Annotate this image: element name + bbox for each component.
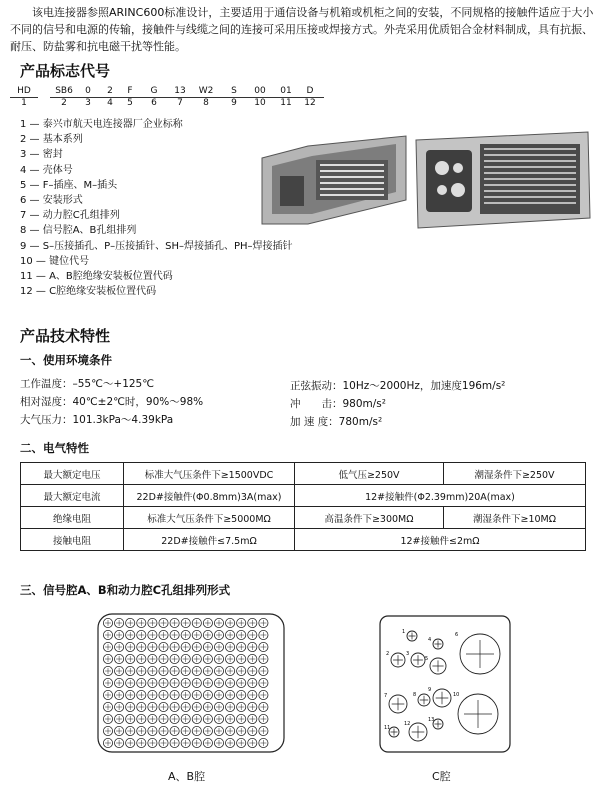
contact-hole bbox=[159, 702, 168, 711]
contact-hole bbox=[237, 702, 246, 711]
contact-hole bbox=[181, 738, 190, 747]
table-cell: 22D#接触件≤7.5mΩ bbox=[124, 529, 295, 551]
contact-hole bbox=[237, 666, 246, 675]
code-number: 2 bbox=[61, 98, 67, 108]
code-number: 4 bbox=[107, 98, 113, 108]
c-cavity-diagram bbox=[378, 614, 512, 754]
contact-hole bbox=[126, 678, 135, 687]
contact-hole bbox=[192, 666, 201, 675]
contact-hole bbox=[226, 654, 235, 663]
contact-hole bbox=[203, 642, 212, 651]
contact-hole bbox=[192, 630, 201, 639]
contact-hole bbox=[126, 654, 135, 663]
contact-hole bbox=[259, 678, 268, 687]
contact-hole bbox=[148, 666, 157, 675]
contact-hole bbox=[159, 738, 168, 747]
contact-hole bbox=[148, 714, 157, 723]
contact-hole bbox=[181, 654, 190, 663]
power-contact bbox=[428, 637, 443, 649]
code-part: 2 bbox=[96, 86, 124, 98]
contact-label: 4 bbox=[428, 637, 432, 643]
contact-hole bbox=[137, 666, 146, 675]
contact-hole bbox=[170, 666, 179, 675]
contact-label: 2 bbox=[386, 651, 390, 657]
contact-hole bbox=[248, 738, 257, 747]
table-cell: 22D#接触件(Φ0.8mm)3A(max) bbox=[124, 485, 295, 507]
contact-hole bbox=[259, 726, 268, 735]
code-number: 3 bbox=[85, 98, 91, 108]
legend-item: 12 — C腔绝缘安装板位置代码 bbox=[20, 286, 157, 298]
contact-hole bbox=[226, 678, 235, 687]
power-contact bbox=[455, 632, 500, 674]
code-legend bbox=[20, 117, 293, 299]
contact-hole bbox=[237, 738, 246, 747]
c-cavity-outline bbox=[380, 616, 510, 752]
contact-hole bbox=[226, 738, 235, 747]
legend-item: 4 — 壳体号 bbox=[20, 164, 73, 176]
contact-hole bbox=[192, 702, 201, 711]
table-cell: 低气压≥250V bbox=[295, 463, 444, 485]
contact-hole bbox=[148, 642, 157, 651]
contact-hole bbox=[103, 642, 112, 651]
contact-hole bbox=[170, 738, 179, 747]
contact-hole bbox=[203, 618, 212, 627]
contact-hole bbox=[126, 690, 135, 699]
contact-hole bbox=[237, 630, 246, 639]
contact-hole bbox=[248, 678, 257, 687]
contact-hole bbox=[248, 714, 257, 723]
contact-hole bbox=[159, 726, 168, 735]
table-cell: 高温条件下≥300MΩ bbox=[295, 507, 444, 529]
contact-hole bbox=[248, 630, 257, 639]
contact-hole bbox=[115, 618, 124, 627]
table-cell: 标准大气压条件下≥5000MΩ bbox=[124, 507, 295, 529]
section-title-tech: 产品技术特性 bbox=[20, 327, 111, 345]
contact-hole bbox=[137, 618, 146, 627]
table-cell: 标准大气压条件下≥1500VDC bbox=[124, 463, 295, 485]
power-contact bbox=[384, 693, 407, 713]
contact-hole bbox=[214, 726, 223, 735]
contact-hole bbox=[137, 702, 146, 711]
contact-hole bbox=[237, 678, 246, 687]
contact-hole bbox=[237, 726, 246, 735]
env-left bbox=[20, 375, 203, 429]
code-number: 12 bbox=[304, 98, 316, 108]
contact-hole bbox=[259, 666, 268, 675]
table-row bbox=[21, 529, 586, 551]
contact-hole bbox=[159, 618, 168, 627]
contact-hole bbox=[237, 618, 246, 627]
contact-hole bbox=[170, 702, 179, 711]
contact-hole bbox=[259, 618, 268, 627]
contact-hole bbox=[203, 678, 212, 687]
code-part: S bbox=[220, 86, 248, 98]
table-cell: 最大额定电压 bbox=[21, 463, 124, 485]
contact-hole bbox=[137, 678, 146, 687]
code-part: D bbox=[296, 86, 324, 98]
legend-item: 1 — 泰兴市航天电连接器厂企业标称 bbox=[20, 119, 183, 130]
contact-hole bbox=[126, 726, 135, 735]
contact-hole bbox=[248, 654, 257, 663]
contact-hole bbox=[181, 630, 190, 639]
contact-hole bbox=[237, 690, 246, 699]
contact-hole bbox=[148, 726, 157, 735]
contact-hole bbox=[126, 618, 135, 627]
code-part: 00 bbox=[246, 86, 274, 98]
elec-title: 二、电气特性 bbox=[20, 441, 89, 455]
contact-hole bbox=[137, 642, 146, 651]
code-part: G bbox=[140, 86, 168, 98]
contact-hole bbox=[137, 726, 146, 735]
power-contact bbox=[425, 656, 446, 674]
table-row bbox=[21, 485, 586, 507]
contact-hole bbox=[103, 678, 112, 687]
code-part: SB6 bbox=[50, 86, 78, 98]
legend-item: 9 — S–压接插孔、P–压接插针、SH–焊接插孔、PH–焊接插针 bbox=[20, 240, 293, 252]
contact-label: 6 bbox=[455, 632, 459, 638]
contact-hole bbox=[181, 618, 190, 627]
power-contact bbox=[428, 717, 443, 729]
intro-paragraph: 该电连接器参照ARINC600标准设计，主要适用于通信设备与机箱或机柜之间的安装，不同规格的接触件适应于大小不同的信号和电源的传输，接触件与线缆之间的连接可采用压接或焊接方式。外壳采用优质铝合金材料制成，具有抗振、耐压、防盐雾和抗电磁干扰等性能。 bbox=[10, 6, 594, 53]
contact-hole bbox=[259, 738, 268, 747]
caption-ab: A、B腔 bbox=[168, 770, 206, 783]
connector-socket-image bbox=[416, 132, 590, 228]
legend-item: 10 — 键位代号 bbox=[20, 255, 90, 267]
contact-hole bbox=[192, 642, 201, 651]
contact-hole bbox=[214, 642, 223, 651]
contact-label: 3 bbox=[406, 651, 410, 657]
contact-label: 9 bbox=[428, 687, 432, 693]
contact-hole bbox=[248, 642, 257, 651]
contact-hole bbox=[103, 690, 112, 699]
contact-hole bbox=[203, 666, 212, 675]
contact-hole bbox=[237, 654, 246, 663]
contact-hole bbox=[248, 726, 257, 735]
contact-hole bbox=[137, 738, 146, 747]
contact-hole bbox=[170, 678, 179, 687]
contact-hole bbox=[103, 726, 112, 735]
caption-c: C腔 bbox=[432, 770, 451, 783]
contact-hole bbox=[115, 654, 124, 663]
contact-hole bbox=[214, 702, 223, 711]
power-contact bbox=[384, 725, 399, 737]
contact-hole bbox=[103, 618, 112, 627]
contact-hole bbox=[214, 714, 223, 723]
contact-hole bbox=[192, 714, 201, 723]
table-cell: 最大额定电流 bbox=[21, 485, 124, 507]
env-item: 相对湿度：40℃±2℃时，90%～98% bbox=[20, 396, 204, 408]
code-number: 7 bbox=[177, 98, 183, 108]
legend-item: 3 — 密封 bbox=[20, 149, 63, 161]
layout-title: 三、信号腔A、B和动力腔C孔组排列形式 bbox=[20, 583, 231, 597]
contact-label: 10 bbox=[453, 692, 460, 698]
contact-hole bbox=[159, 666, 168, 675]
contact-hole bbox=[126, 702, 135, 711]
env-right bbox=[290, 377, 505, 431]
contact-hole bbox=[159, 654, 168, 663]
power-contact bbox=[413, 692, 430, 706]
env-title: 一、使用环境条件 bbox=[20, 353, 112, 367]
env-item: 正弦振动：10Hz～2000Hz，加速度196m/s² bbox=[290, 380, 506, 392]
table-cell: 绝缘电阻 bbox=[21, 507, 124, 529]
contact-hole bbox=[103, 738, 112, 747]
power-contact bbox=[386, 651, 405, 667]
contact-hole bbox=[203, 630, 212, 639]
contact-hole bbox=[148, 654, 157, 663]
power-contact bbox=[428, 687, 451, 707]
contact-label: 1 bbox=[402, 629, 406, 635]
contact-hole bbox=[148, 678, 157, 687]
contact-hole bbox=[226, 726, 235, 735]
table-cell: 接触电阻 bbox=[21, 529, 124, 551]
code-number: 1 bbox=[21, 98, 27, 108]
contact-hole bbox=[103, 666, 112, 675]
contact-hole bbox=[203, 654, 212, 663]
contact-hole bbox=[159, 630, 168, 639]
contact-hole bbox=[115, 702, 124, 711]
contact-hole bbox=[115, 666, 124, 675]
contact-label: 12 bbox=[404, 721, 411, 727]
env-item: 冲 击：980m/s² bbox=[290, 398, 386, 410]
table-row bbox=[21, 507, 586, 529]
contact-hole bbox=[248, 618, 257, 627]
contact-hole bbox=[159, 714, 168, 723]
contact-hole bbox=[170, 714, 179, 723]
power-contact bbox=[453, 692, 498, 734]
contact-hole bbox=[226, 642, 235, 651]
contact-hole bbox=[115, 714, 124, 723]
contact-hole bbox=[137, 654, 146, 663]
table-cell: 潮湿条件下≥250V bbox=[444, 463, 586, 485]
table-cell: 12#接触件≤2mΩ bbox=[295, 529, 586, 551]
contact-hole bbox=[214, 630, 223, 639]
contact-hole bbox=[248, 690, 257, 699]
contact-hole bbox=[148, 702, 157, 711]
legend-item: 6 — 安装形式 bbox=[20, 195, 83, 207]
contact-hole bbox=[159, 690, 168, 699]
code-number: 11 bbox=[280, 98, 292, 108]
env-item: 工作温度：–55℃～+125℃ bbox=[20, 378, 155, 390]
ab-cavity-diagram bbox=[96, 612, 286, 754]
contact-label: 5 bbox=[425, 656, 429, 662]
contact-hole bbox=[214, 654, 223, 663]
env-item: 大气压力：101.3kPa～4.39kPa bbox=[20, 414, 174, 426]
contact-hole bbox=[126, 738, 135, 747]
power-contact bbox=[404, 721, 427, 741]
power-contact bbox=[406, 651, 425, 667]
contact-hole bbox=[115, 726, 124, 735]
legend-item: 11 — A、B腔绝缘安装板位置代码 bbox=[20, 271, 173, 283]
contact-hole bbox=[137, 630, 146, 639]
contact-hole bbox=[103, 714, 112, 723]
contact-hole bbox=[115, 690, 124, 699]
legend-item: 7 — 动力腔C孔组排列 bbox=[20, 210, 120, 222]
env-item: 加 速 度：780m/s² bbox=[290, 416, 383, 428]
legend-item: 8 — 信号腔A、B孔组排列 bbox=[20, 225, 137, 237]
section-title-code: 产品标志代号 bbox=[20, 62, 111, 80]
connector-photo bbox=[256, 128, 596, 236]
contact-label: 8 bbox=[413, 692, 417, 698]
table-cell: 12#接触件(Φ2.39mm)20A(max) bbox=[295, 485, 586, 507]
code-number: 8 bbox=[203, 98, 209, 108]
contact-hole bbox=[203, 714, 212, 723]
contact-hole bbox=[170, 642, 179, 651]
contact-hole bbox=[203, 738, 212, 747]
legend-item: 2 — 基本系列 bbox=[20, 134, 83, 146]
code-part: HD bbox=[10, 86, 38, 98]
contact-hole bbox=[259, 714, 268, 723]
contact-hole bbox=[126, 642, 135, 651]
contact-label: 13 bbox=[428, 717, 435, 723]
contact-hole bbox=[181, 642, 190, 651]
contact-hole bbox=[226, 666, 235, 675]
contact-hole bbox=[115, 630, 124, 639]
contact-hole bbox=[148, 738, 157, 747]
contact-hole bbox=[226, 714, 235, 723]
contact-hole bbox=[237, 642, 246, 651]
contact-hole bbox=[192, 678, 201, 687]
contact-hole bbox=[159, 642, 168, 651]
code-part: F bbox=[116, 86, 144, 98]
contact-hole bbox=[226, 630, 235, 639]
contact-hole bbox=[103, 630, 112, 639]
legend-item: 5 — F–插座、M–插头 bbox=[20, 179, 118, 191]
contact-hole bbox=[192, 618, 201, 627]
contact-label: 7 bbox=[384, 693, 388, 699]
connector-plug-image bbox=[262, 136, 406, 224]
contact-hole bbox=[214, 678, 223, 687]
contact-label: 11 bbox=[384, 725, 391, 731]
contact-hole bbox=[192, 654, 201, 663]
contact-hole bbox=[237, 714, 246, 723]
code-number: 6 bbox=[151, 98, 157, 108]
contact-hole bbox=[181, 714, 190, 723]
contact-hole bbox=[226, 702, 235, 711]
contact-hole bbox=[214, 618, 223, 627]
code-part: W2 bbox=[192, 86, 220, 98]
contact-hole bbox=[203, 690, 212, 699]
contact-hole bbox=[259, 642, 268, 651]
contact-hole bbox=[248, 702, 257, 711]
contact-hole bbox=[170, 654, 179, 663]
table-cell: 潮湿条件下≥10MΩ bbox=[444, 507, 586, 529]
contact-hole bbox=[159, 678, 168, 687]
contact-hole bbox=[148, 618, 157, 627]
spec-table bbox=[20, 462, 586, 551]
code-number: 5 bbox=[127, 98, 133, 108]
contact-hole bbox=[192, 738, 201, 747]
contact-hole bbox=[115, 738, 124, 747]
code-number: 10 bbox=[254, 98, 266, 108]
contact-hole bbox=[137, 690, 146, 699]
contact-hole bbox=[226, 690, 235, 699]
contact-hole bbox=[248, 666, 257, 675]
contact-hole bbox=[214, 690, 223, 699]
contact-hole bbox=[259, 690, 268, 699]
contact-hole bbox=[148, 630, 157, 639]
contact-hole bbox=[192, 726, 201, 735]
contact-hole bbox=[103, 702, 112, 711]
contact-hole bbox=[103, 654, 112, 663]
contact-hole bbox=[148, 690, 157, 699]
table-row bbox=[21, 463, 586, 485]
contact-hole bbox=[170, 726, 179, 735]
power-contact bbox=[402, 629, 417, 641]
code-part: 0 bbox=[74, 86, 102, 98]
contact-hole bbox=[259, 702, 268, 711]
contact-hole bbox=[170, 618, 179, 627]
contact-hole bbox=[115, 642, 124, 651]
contact-hole bbox=[226, 618, 235, 627]
contact-hole bbox=[181, 666, 190, 675]
code-part: 13 bbox=[166, 86, 194, 98]
contact-hole bbox=[137, 714, 146, 723]
contact-hole bbox=[126, 714, 135, 723]
contact-hole bbox=[203, 702, 212, 711]
contact-hole bbox=[214, 738, 223, 747]
code-part: 01 bbox=[272, 86, 300, 98]
contact-hole bbox=[170, 690, 179, 699]
contact-hole bbox=[126, 666, 135, 675]
contact-hole bbox=[115, 678, 124, 687]
contact-hole bbox=[181, 702, 190, 711]
contact-hole bbox=[126, 630, 135, 639]
contact-hole bbox=[181, 690, 190, 699]
contact-hole bbox=[181, 726, 190, 735]
contact-hole bbox=[192, 690, 201, 699]
code-number: 9 bbox=[231, 98, 237, 108]
contact-hole bbox=[170, 630, 179, 639]
contact-hole bbox=[203, 726, 212, 735]
contact-hole bbox=[181, 678, 190, 687]
contact-hole bbox=[259, 654, 268, 663]
contact-hole bbox=[214, 666, 223, 675]
contact-hole bbox=[259, 630, 268, 639]
